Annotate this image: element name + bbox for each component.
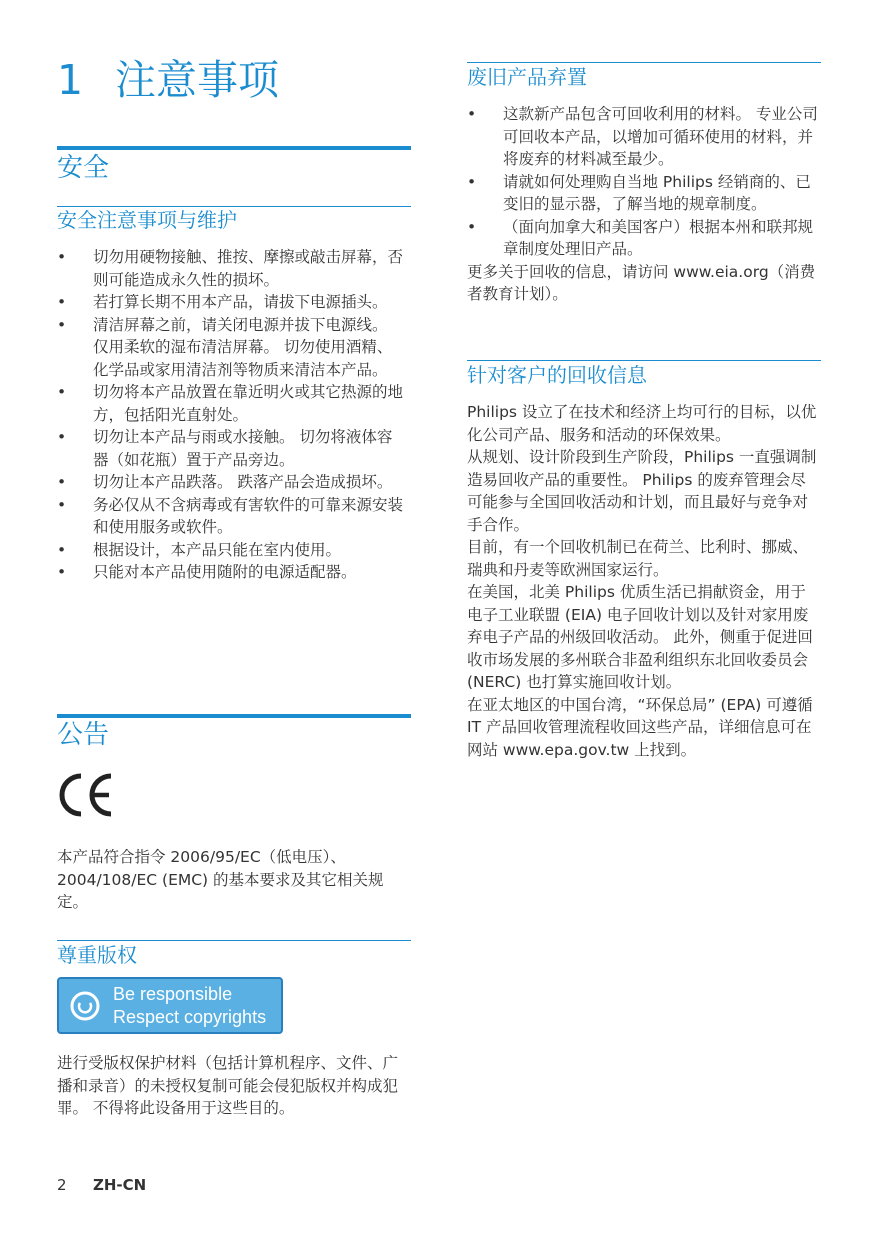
paragraph: 目前，有一个回收机制已在荷兰、比利时、挪威、瑞典和丹麦等欧洲国家运行。 <box>467 538 809 579</box>
list-item: • 务必仅从不含病毒或有害软件的可靠来源安装和使用服务或软件。 <box>57 494 405 539</box>
subsection-rule <box>57 206 411 207</box>
list-item: • 请就如何处理购自当地 Philips 经销商的、已变旧的显示器，了解当地的规章制度。 <box>467 171 821 216</box>
subsection-rule <box>467 62 821 63</box>
copyright-text: 进行受版权保护材料（包括计算机程序、文件、广播和录音）的未授权复制可能会侵犯版权并构成犯罪。 不得将此设备用于这些目的。 <box>57 1054 399 1117</box>
copyright-badge <box>57 977 283 1034</box>
badge-line-1: Be responsible <box>113 984 233 1004</box>
list-item: • （面向加拿大和美国客户）根据本州和联邦规章制度处理旧产品。 <box>467 216 821 261</box>
list-item: • 切勿让本产品与雨或水接触。 切勿将液体容器（如花瓶）置于产品旁边。 <box>57 426 405 471</box>
page-number: 2 <box>57 1176 67 1194</box>
safety-heading: 安全 <box>57 153 110 183</box>
copyright-heading: 尊重版权 <box>57 943 137 967</box>
badge-line-2: Respect copyrights <box>113 1007 267 1027</box>
paragraph: 从规划、设计阶段到生产阶段，Philips 一直强调制造易回收产品的重要性。 Philips 的废弃管理会尽可能参与全国回收活动和计划，而且最好与竞争对手合作。 <box>467 448 817 534</box>
notice-heading: 公告 <box>57 720 110 750</box>
list-item: • 这款新产品包含可回收利用的材料。 专业公司可回收本产品，以增加可循环使用的材料，并将废弃的材料减至最少。 <box>467 103 821 171</box>
list-item: • 根据设计，本产品只能在室内使用。 <box>57 539 405 562</box>
ce-mark-icon <box>57 772 117 818</box>
list-item: • 切勿让本产品跌落。 跌落产品会造成损坏。 <box>57 471 405 494</box>
copyright-ring-icon <box>70 991 100 1021</box>
recycle-block <box>467 401 821 761</box>
safety-list <box>57 246 405 584</box>
disposal-more: 更多关于回收的信息，请访问 www.eia.org（消费者教育计划）。 <box>467 262 816 303</box>
recycle-heading: 针对客户的回收信息 <box>467 363 647 387</box>
section-rule <box>57 146 411 150</box>
list-item: • 清洁屏幕之前，请关闭电源并拔下电源线。 仅用柔软的湿布清洁屏幕。 切勿使用酒精、化学品或家用清洁剂等物质来清洁本产品。 <box>57 314 405 382</box>
notice-text: 本产品符合指令 2006/95/EC（低电压）、2004/108/EC (EMC) 的基本要求及其它相关规定。 <box>57 848 384 911</box>
subsection-rule <box>57 940 411 941</box>
list-item: • 切勿用硬物接触、推按、摩擦或敲击屏幕，否则可能造成永久性的损坏。 <box>57 246 405 291</box>
list-item: • 若打算长期不用本产品，请拔下电源插头。 <box>57 291 405 314</box>
chapter-number: 1 <box>57 56 84 104</box>
language-code: ZH-CN <box>93 1176 147 1194</box>
chapter-title <box>57 58 279 103</box>
paragraph: 在亚太地区的中国台湾，“环保总局” (EPA) 可遵循 IT 产品回收管理流程收回这些产品，详细信息可在网站 www.epa.gov.tw 上找到。 <box>467 695 813 759</box>
safety-list-block <box>57 246 405 584</box>
section-rule <box>57 714 411 718</box>
list-item: • 切勿将本产品放置在靠近明火或其它热源的地方，包括阳光直射处。 <box>57 381 405 426</box>
disposal-list <box>467 103 821 261</box>
disposal-block <box>467 103 821 306</box>
chapter-title-text: 注意事项 <box>115 56 279 104</box>
disposal-heading: 废旧产品弃置 <box>467 65 587 89</box>
list-item: • 只能对本产品使用随附的电源适配器。 <box>57 561 405 584</box>
subsection-rule <box>467 360 821 361</box>
paragraph: 在美国，北美 Philips 优质生活已捐献资金，用于电子工业联盟 (EIA) 电子回收计划以及针对家用废弃电子产品的州级回收活动。 此外，侧重于促进回收市场发展的多州联合非盈利组织东北回收委员会 (NERC) 也打算实施回收计划。 <box>467 583 813 691</box>
paragraph: Philips 设立了在技术和经济上均可行的目标，以优化公司产品、服务和活动的环保效果。 <box>467 403 817 444</box>
safety-subheading: 安全注意事项与维护 <box>57 208 237 232</box>
